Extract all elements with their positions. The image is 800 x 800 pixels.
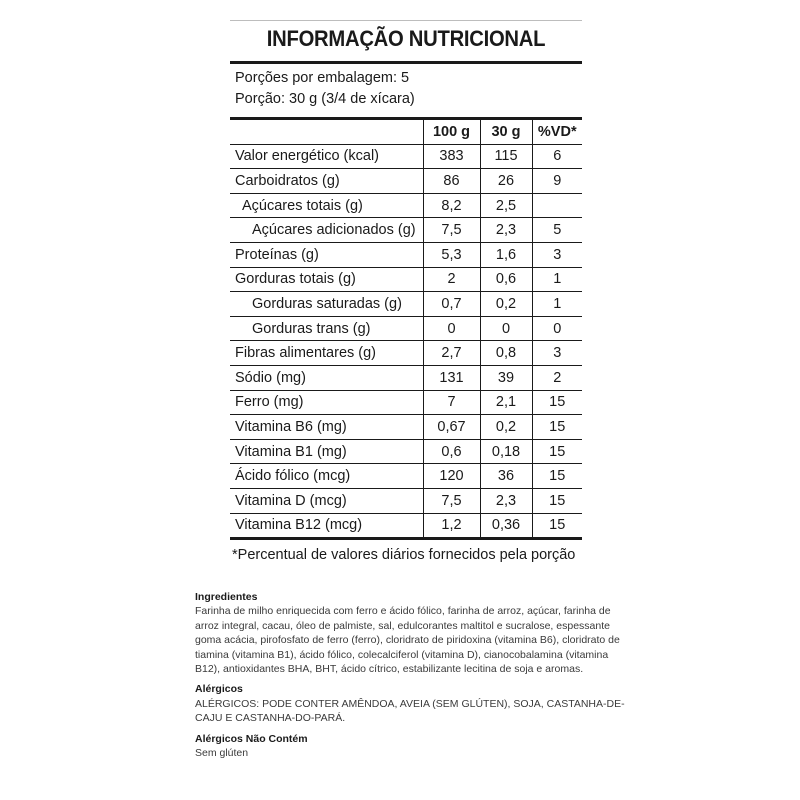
table-row: [230, 464, 582, 489]
table-row: [230, 488, 582, 513]
value-dv: 15: [532, 513, 582, 539]
table-row: [230, 267, 582, 292]
value-30g: 2,3: [480, 488, 532, 513]
value-dv: 6: [532, 144, 582, 169]
nutrient-name: Gorduras trans (g): [230, 316, 423, 341]
value-100g: 7,5: [423, 218, 480, 243]
value-30g: 0: [480, 316, 532, 341]
value-100g: 7,5: [423, 488, 480, 513]
nutrient-name: Açúcares totais (g): [230, 193, 423, 218]
nutrient-name: Vitamina D (mcg): [230, 488, 423, 513]
value-100g: 120: [423, 464, 480, 489]
value-30g: 26: [480, 169, 532, 194]
value-30g: 0,6: [480, 267, 532, 292]
value-30g: 2,5: [480, 193, 532, 218]
nutrient-name: Ferro (mg): [230, 390, 423, 415]
value-100g: 2,7: [423, 341, 480, 366]
table-row: [230, 292, 582, 317]
table-row: [230, 218, 582, 243]
value-dv: 3: [532, 341, 582, 366]
table-row: [230, 144, 582, 169]
value-dv: 15: [532, 415, 582, 440]
value-100g: 7: [423, 390, 480, 415]
nutrient-name: Fibras alimentares (g): [230, 341, 423, 366]
not-contains-text: Sem glúten: [195, 747, 249, 760]
value-dv: 2: [532, 365, 582, 390]
nutrition-rows: [230, 144, 582, 539]
nutrient-name: Carboidratos (g): [230, 169, 423, 194]
value-100g: 383: [423, 144, 480, 169]
value-100g: 2: [423, 267, 480, 292]
table-row: [230, 415, 582, 440]
value-100g: 0,67: [423, 415, 480, 440]
table-row: [230, 193, 582, 218]
nutrient-name: Gorduras totais (g): [230, 267, 423, 292]
value-dv: 1: [532, 267, 582, 292]
value-dv: 15: [532, 390, 582, 415]
value-100g: 0: [423, 316, 480, 341]
nutrition-title: INFORMAÇÃO NUTRICIONAL: [266, 26, 546, 51]
value-dv: 15: [532, 488, 582, 513]
table-row: [230, 341, 582, 366]
value-30g: 0,36: [480, 513, 532, 539]
ingredients-heading: Ingredientes: [195, 591, 258, 603]
value-30g: 1,6: [480, 242, 532, 267]
nutrient-name: Ácido fólico (mcg): [230, 464, 423, 489]
value-30g: 2,1: [480, 390, 532, 415]
value-30g: 39: [480, 365, 532, 390]
title-rule: [230, 61, 582, 64]
value-100g: 1,2: [423, 513, 480, 539]
value-dv: [532, 193, 582, 218]
value-100g: 131: [423, 365, 480, 390]
table-row: [230, 169, 582, 194]
nutrient-name: Gorduras saturadas (g): [230, 292, 423, 317]
value-30g: 0,18: [480, 439, 532, 464]
value-100g: 8,2: [423, 193, 480, 218]
value-100g: 0,7: [423, 292, 480, 317]
nutrient-name: Açúcares adicionados (g): [230, 218, 423, 243]
column-header-30g: 30 g: [480, 119, 532, 145]
value-30g: 0,8: [480, 341, 532, 366]
value-dv: 3: [532, 242, 582, 267]
value-30g: 0,2: [480, 415, 532, 440]
nutrition-table: [230, 117, 582, 540]
allergens-heading: Alérgicos: [195, 683, 243, 696]
dv-footnote: *Percentual de valores diários fornecidos pela porção: [232, 547, 576, 564]
table-row: [230, 513, 582, 539]
table-row: [230, 365, 582, 390]
table-row: [230, 439, 582, 464]
value-30g: 0,2: [480, 292, 532, 317]
table-row: [230, 242, 582, 267]
value-100g: 0,6: [423, 439, 480, 464]
nutrient-name: Valor energético (kcal): [230, 144, 423, 169]
nutrient-name: Vitamina B12 (mcg): [230, 513, 423, 539]
value-dv: 0: [532, 316, 582, 341]
value-100g: 86: [423, 169, 480, 194]
value-dv: 15: [532, 439, 582, 464]
value-dv: 9: [532, 169, 582, 194]
column-header-dv: %VD*: [532, 119, 582, 145]
serving-size: Porção: 30 g (3/4 de xícara): [235, 91, 415, 107]
nutrition-facts-panel: [230, 20, 582, 563]
allergens-text: ALÉRGICOS: PODE CONTER AMÊNDOA, AVEIA (SEM GLÚTEN), SOJA, CASTANHA-DE-CAJU E CASTANHA-DO-PARÁ.: [195, 697, 625, 725]
value-30g: 2,3: [480, 218, 532, 243]
servings-per-package: Porções por embalagem: 5: [235, 70, 410, 86]
nutrient-name: Vitamina B1 (mg): [230, 439, 423, 464]
table-row: [230, 316, 582, 341]
product-info: [195, 590, 635, 766]
not-contains-heading: Alérgicos Não Contém: [195, 732, 308, 745]
value-30g: 36: [480, 464, 532, 489]
value-100g: 5,3: [423, 242, 480, 267]
table-row: [230, 390, 582, 415]
value-dv: 5: [532, 218, 582, 243]
value-dv: 15: [532, 464, 582, 489]
value-dv: 1: [532, 292, 582, 317]
value-30g: 115: [480, 144, 532, 169]
ingredients-text: Farinha de milho enriquecida com ferro e ácido fólico, farinha de arroz, açúcar, farinha de arroz integral, cacau, óleo de palmiste, sal, edulcorantes maltitol e sucralose, espessante goma acácia, pirofosfato de ferro (ferro), cloridrato de piridoxina (vitamina B6), cloridrato de tiamina (vitamina B1), ácido fólico, colecalciferol (vitamina D), cianocobalamina (vitamina B12), antioxidantes BHA, BHT, ácido cítrico, estabilizante lecitina de soja e aromas.: [195, 605, 620, 676]
table-header-row: [230, 119, 582, 145]
nutrient-name: Proteínas (g): [230, 242, 423, 267]
nutrient-name: Vitamina B6 (mg): [230, 415, 423, 440]
nutrient-name: Sódio (mg): [230, 365, 423, 390]
column-header-100g: 100 g: [423, 119, 480, 145]
column-header-nutrient: [230, 119, 423, 145]
